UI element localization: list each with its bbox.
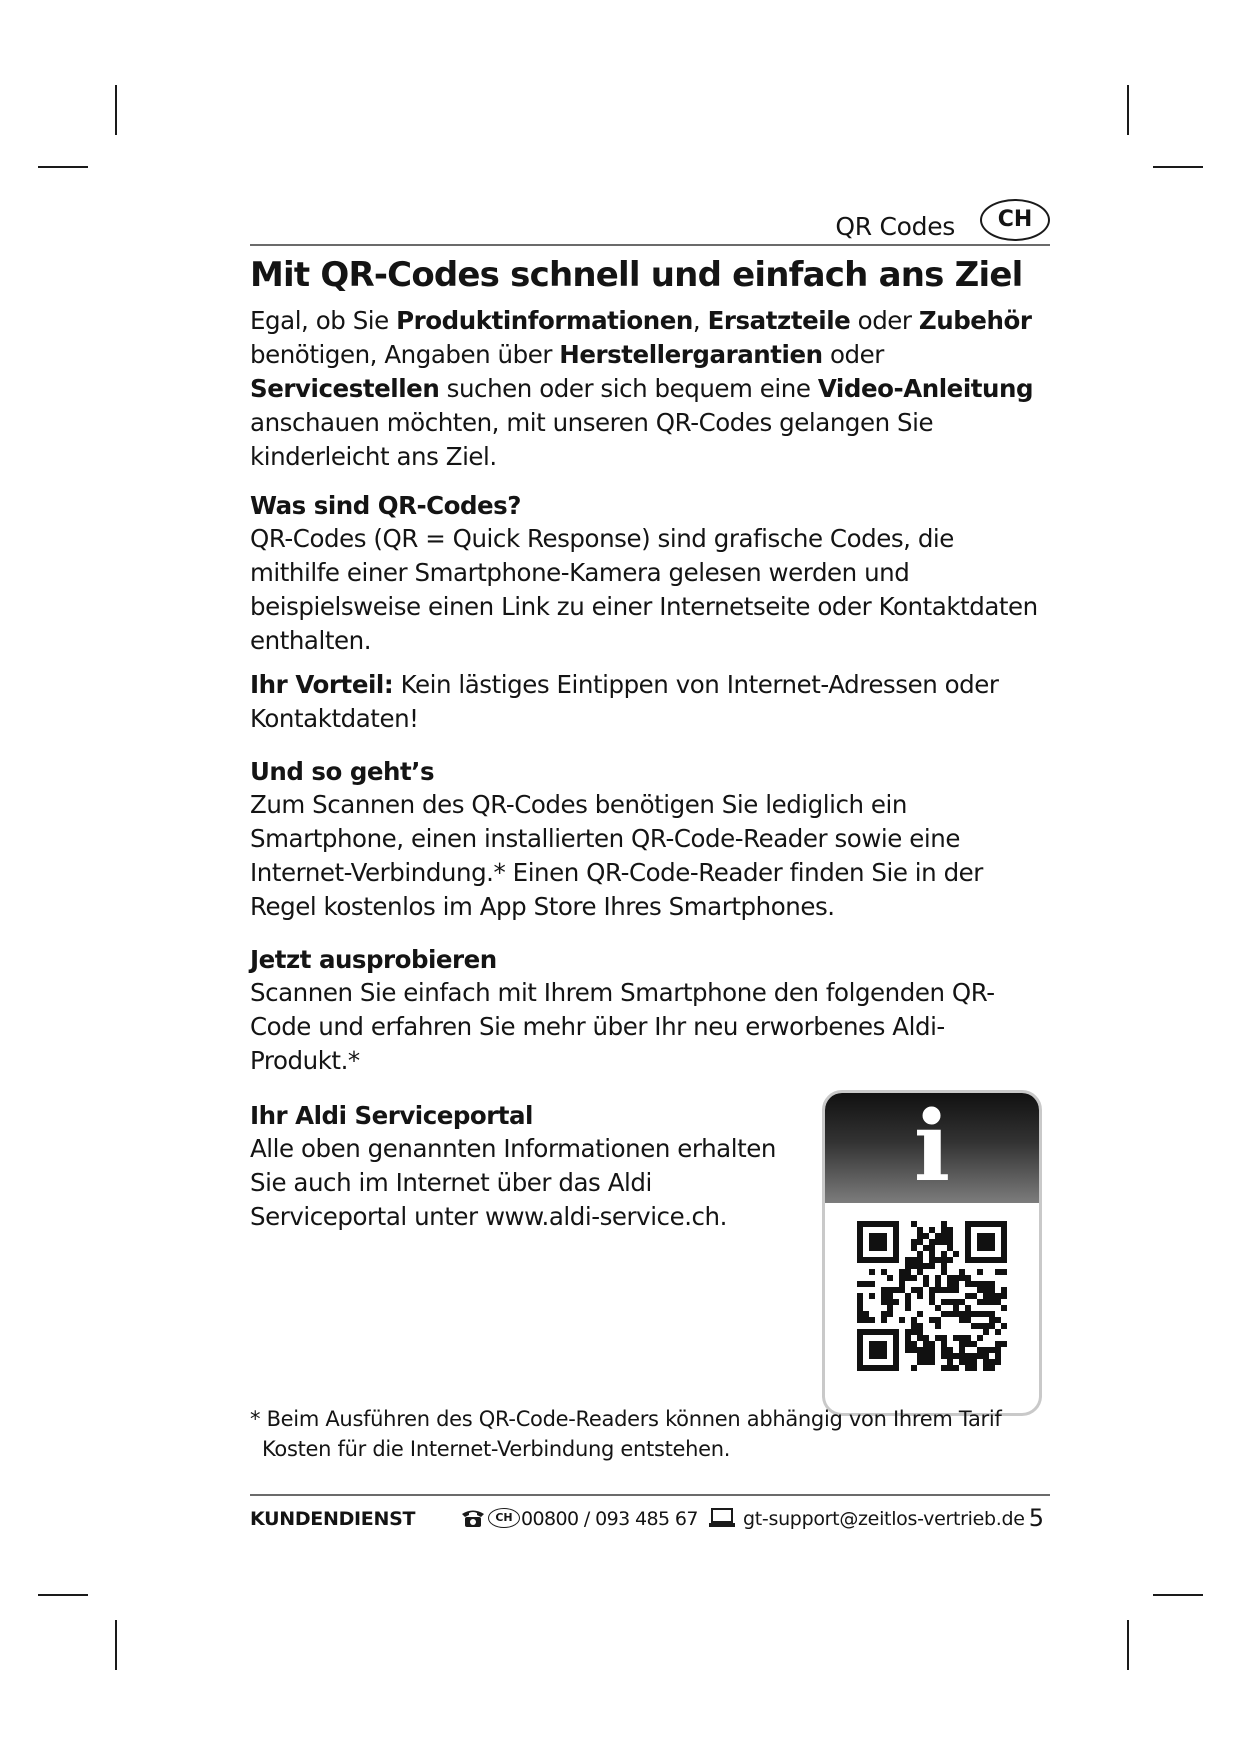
qr-module — [917, 1335, 923, 1341]
qr-module — [905, 1257, 911, 1263]
crop-mark — [115, 1620, 117, 1670]
qr-module — [941, 1311, 947, 1317]
qr-module — [953, 1335, 959, 1341]
qr-module — [905, 1263, 911, 1269]
qr-module — [947, 1359, 953, 1365]
qr-module — [989, 1317, 995, 1323]
qr-module — [959, 1299, 965, 1305]
advantage-note — [250, 668, 1050, 736]
qr-module — [923, 1335, 929, 1341]
qr-module — [953, 1353, 959, 1359]
qr-module — [995, 1299, 1001, 1305]
qr-module — [995, 1317, 1001, 1323]
qr-module — [881, 1317, 887, 1323]
qr-module — [977, 1287, 983, 1293]
intro-text: suchen oder sich bequem eine — [439, 374, 818, 403]
intro-paragraph — [250, 304, 1050, 474]
qr-module — [905, 1335, 911, 1341]
qr-module — [929, 1353, 935, 1359]
section-what-are-qr-codes — [250, 490, 1050, 658]
qr-module — [929, 1257, 935, 1263]
qr-module — [941, 1335, 947, 1341]
qr-module — [905, 1347, 911, 1353]
qr-module — [923, 1233, 929, 1239]
advantage-text: Kein lästiges Eintippen von Internet-Adressen oder Kontaktdaten! — [250, 670, 999, 733]
qr-module — [947, 1245, 953, 1251]
qr-module — [977, 1269, 983, 1275]
intro-keyword: Servicestellen — [250, 374, 440, 403]
qr-module — [971, 1359, 977, 1365]
qr-module — [941, 1365, 947, 1371]
qr-module — [947, 1311, 953, 1317]
qr-module — [941, 1233, 947, 1239]
qr-module — [983, 1293, 989, 1299]
qr-module — [971, 1293, 977, 1299]
qr-module — [977, 1281, 983, 1287]
qr-module — [947, 1347, 953, 1353]
intro-text: oder — [850, 306, 919, 335]
qr-module — [929, 1245, 935, 1251]
intro-keyword: Video-Anleitung — [817, 374, 1034, 403]
info-icon: i — [913, 1090, 951, 1203]
qr-module — [989, 1323, 995, 1329]
qr-module — [971, 1323, 977, 1329]
qr-module — [953, 1299, 959, 1305]
intro-text: benötigen, Angaben über — [250, 340, 560, 369]
qr-module — [911, 1317, 917, 1323]
qr-module — [905, 1329, 911, 1335]
qr-module — [1001, 1269, 1007, 1275]
qr-module — [923, 1263, 929, 1269]
qr-module — [863, 1317, 869, 1323]
qr-module — [923, 1347, 929, 1353]
qr-module — [977, 1311, 983, 1317]
qr-module — [971, 1341, 977, 1347]
qr-module — [947, 1365, 953, 1371]
section-body: QR-Codes (QR = Quick Response) sind grafische Codes, die mithilfe einer Smartphone-Kamera gelesen werden und beispielsweise einen Link zu einer Internetseite oder Kontaktdaten enthalten. — [250, 524, 1038, 655]
qr-module — [911, 1341, 917, 1347]
qr-module — [1001, 1287, 1007, 1293]
qr-code-card[interactable] — [822, 1090, 1042, 1416]
qr-module — [929, 1263, 935, 1269]
qr-module — [911, 1347, 917, 1353]
qr-module — [911, 1287, 917, 1293]
qr-module — [911, 1365, 917, 1371]
qr-module — [917, 1227, 923, 1233]
intro-keyword: Herstellergarantien — [559, 340, 823, 369]
section-heading: Ihr Aldi Serviceportal — [250, 1101, 533, 1130]
page-footer — [250, 1494, 1050, 1540]
laptop-icon — [708, 1508, 736, 1528]
qr-module — [941, 1263, 947, 1269]
qr-module — [893, 1287, 899, 1293]
country-badge: CH — [488, 1508, 520, 1528]
qr-finder-pattern — [977, 1233, 995, 1251]
qr-module — [947, 1233, 953, 1239]
qr-module — [929, 1299, 935, 1305]
qr-module — [953, 1311, 959, 1317]
qr-module — [989, 1311, 995, 1317]
qr-module — [935, 1305, 941, 1311]
qr-module — [947, 1287, 953, 1293]
crop-mark — [1153, 166, 1203, 168]
footnote — [250, 1404, 1050, 1464]
qr-module — [929, 1341, 935, 1347]
qr-module — [881, 1311, 887, 1317]
qr-module — [959, 1341, 965, 1347]
qr-module — [995, 1359, 1001, 1365]
qr-module — [941, 1269, 947, 1275]
qr-code[interactable] — [857, 1221, 1007, 1371]
qr-module — [869, 1281, 875, 1287]
qr-module — [917, 1353, 923, 1359]
qr-module — [965, 1365, 971, 1371]
qr-module — [959, 1359, 965, 1365]
qr-module — [905, 1293, 911, 1299]
qr-module — [941, 1287, 947, 1293]
qr-module — [953, 1275, 959, 1281]
qr-module — [929, 1239, 935, 1245]
qr-module — [965, 1317, 971, 1323]
qr-module — [881, 1299, 887, 1305]
qr-module — [911, 1263, 917, 1269]
section-body: Zum Scannen des QR-Codes benötigen Sie lediglich ein Smartphone, einen installierten QR-Code-Reader sowie eine Internet-Verbindung.* Einen QR-Code-Reader finden Sie in der Regel kostenlos im App Store Ihres Smartphones. — [250, 790, 983, 921]
qr-module — [947, 1353, 953, 1359]
qr-module — [947, 1281, 953, 1287]
qr-module — [965, 1293, 971, 1299]
qr-module — [977, 1299, 983, 1305]
qr-module — [1001, 1341, 1007, 1347]
page-header — [250, 190, 1050, 246]
section-body: Scannen Sie einfach mit Ihrem Smartphone den folgenden QR-Code und erfahren Sie mehr über Ihr neu erworbenes Aldi-Produkt.* — [250, 978, 995, 1075]
qr-module — [857, 1305, 863, 1311]
phone-number[interactable]: 00800 / 093 485 67 — [521, 1508, 698, 1530]
qr-module — [887, 1293, 893, 1299]
qr-module — [887, 1305, 893, 1311]
qr-module — [893, 1299, 899, 1305]
page-content — [250, 190, 1050, 1430]
qr-module — [983, 1311, 989, 1317]
qr-module — [905, 1299, 911, 1305]
qr-module — [941, 1341, 947, 1347]
qr-module — [929, 1359, 935, 1365]
qr-module — [941, 1257, 947, 1263]
qr-module — [995, 1329, 1001, 1335]
qr-module — [911, 1323, 917, 1329]
qr-module — [899, 1281, 905, 1287]
qr-module — [983, 1299, 989, 1305]
qr-module — [959, 1311, 965, 1317]
qr-module — [911, 1329, 917, 1335]
qr-module — [911, 1245, 917, 1251]
qr-module — [995, 1347, 1001, 1353]
qr-module — [941, 1239, 947, 1245]
qr-module — [899, 1317, 905, 1323]
section-label: QR Codes — [835, 212, 955, 241]
qr-module — [923, 1281, 929, 1287]
qr-module — [989, 1365, 995, 1371]
qr-module — [869, 1269, 875, 1275]
qr-module — [1001, 1323, 1007, 1329]
crop-mark — [1153, 1594, 1203, 1596]
qr-module — [989, 1293, 995, 1299]
page-number: 5 — [1028, 1504, 1044, 1532]
intro-text: anschauen möchten, mit unseren QR-Codes gelangen Sie kinderleicht ans Ziel. — [250, 408, 934, 471]
qr-module — [923, 1275, 929, 1281]
qr-module — [911, 1275, 917, 1281]
section-service-portal — [250, 1090, 1050, 1430]
qr-module — [959, 1335, 965, 1341]
crop-mark — [115, 85, 117, 135]
intro-keyword: Zubehör — [918, 306, 1032, 335]
info-banner — [825, 1090, 1039, 1203]
qr-module — [947, 1239, 953, 1245]
qr-module — [971, 1365, 977, 1371]
qr-module — [935, 1317, 941, 1323]
qr-module — [935, 1239, 941, 1245]
qr-module — [917, 1329, 923, 1335]
qr-module — [965, 1275, 971, 1281]
section-heading: Was sind QR-Codes? — [250, 491, 521, 520]
footer-label: KUNDENDIENST — [250, 1508, 416, 1530]
qr-module — [929, 1347, 935, 1353]
qr-module — [965, 1311, 971, 1317]
qr-module — [995, 1341, 1001, 1347]
qr-module — [929, 1317, 935, 1323]
qr-module — [863, 1311, 869, 1317]
qr-module — [929, 1251, 935, 1257]
section-heading: Und so geht’s — [250, 757, 435, 786]
section-try-it — [250, 944, 1050, 1078]
qr-module — [947, 1257, 953, 1263]
qr-module — [965, 1305, 971, 1311]
qr-module — [959, 1347, 965, 1353]
qr-module — [965, 1335, 971, 1341]
qr-module — [935, 1275, 941, 1281]
qr-module — [917, 1293, 923, 1299]
qr-module — [941, 1227, 947, 1233]
qr-module — [857, 1311, 863, 1317]
intro-text: , — [692, 306, 708, 335]
qr-module — [857, 1317, 863, 1323]
section-heading: Jetzt ausprobieren — [250, 945, 497, 974]
page-title: Mit QR-Codes schnell und einfach ans Ziel — [250, 255, 1023, 295]
qr-module — [935, 1233, 941, 1239]
qr-module — [947, 1299, 953, 1305]
qr-module — [989, 1299, 995, 1305]
qr-module — [977, 1347, 983, 1353]
qr-module — [917, 1359, 923, 1365]
qr-module — [989, 1287, 995, 1293]
qr-module — [917, 1251, 923, 1257]
qr-module — [1001, 1305, 1007, 1311]
qr-module — [905, 1305, 911, 1311]
qr-module — [965, 1281, 971, 1287]
intro-text: Egal, ob Sie — [250, 306, 397, 335]
qr-module — [857, 1293, 863, 1299]
section-body: Alle oben genannten Informationen erhalten Sie auch im Internet über das Aldi Serviceportal unter www.aldi-service.ch. — [250, 1134, 776, 1231]
qr-module — [917, 1269, 923, 1275]
intro-text: oder — [822, 340, 884, 369]
qr-module — [983, 1323, 989, 1329]
qr-module — [917, 1263, 923, 1269]
qr-module — [911, 1239, 917, 1245]
qr-module — [881, 1293, 887, 1299]
qr-module — [935, 1257, 941, 1263]
qr-module — [863, 1281, 869, 1287]
qr-module — [917, 1239, 923, 1245]
qr-module — [983, 1347, 989, 1353]
crop-mark — [1127, 1620, 1129, 1670]
qr-finder-pattern — [869, 1233, 887, 1251]
qr-module — [947, 1227, 953, 1233]
qr-module — [899, 1275, 905, 1281]
qr-module — [917, 1257, 923, 1263]
qr-module — [917, 1347, 923, 1353]
qr-module — [971, 1281, 977, 1287]
qr-module — [941, 1353, 947, 1359]
qr-module — [983, 1329, 989, 1335]
qr-module — [971, 1353, 977, 1359]
qr-module — [977, 1335, 983, 1341]
qr-module — [953, 1365, 959, 1371]
crop-mark — [38, 1594, 88, 1596]
qr-module — [953, 1305, 959, 1311]
qr-module — [923, 1353, 929, 1359]
qr-finder-pattern — [869, 1341, 887, 1359]
qr-module — [995, 1269, 1001, 1275]
qr-module — [857, 1281, 863, 1287]
qr-module — [989, 1347, 995, 1353]
advantage-label: Ihr Vorteil: — [250, 670, 394, 699]
qr-module — [935, 1281, 941, 1287]
qr-module — [917, 1287, 923, 1293]
qr-module — [941, 1347, 947, 1353]
qr-module — [929, 1293, 935, 1299]
qr-module — [953, 1287, 959, 1293]
crop-mark — [38, 166, 88, 168]
qr-module — [953, 1281, 959, 1287]
qr-module — [995, 1353, 1001, 1359]
qr-module — [923, 1341, 929, 1347]
qr-module — [917, 1233, 923, 1239]
qr-module — [923, 1245, 929, 1251]
qr-module — [983, 1281, 989, 1287]
crop-mark — [1127, 85, 1129, 135]
qr-module — [941, 1221, 947, 1227]
qr-module — [887, 1275, 893, 1281]
qr-module — [1001, 1293, 1007, 1299]
qr-module — [911, 1257, 917, 1263]
qr-module — [959, 1275, 965, 1281]
qr-module — [965, 1359, 971, 1365]
qr-module — [929, 1227, 935, 1233]
qr-module — [899, 1287, 905, 1293]
qr-module — [869, 1293, 875, 1299]
section-how-to — [250, 756, 1050, 924]
qr-module — [905, 1275, 911, 1281]
qr-module — [857, 1299, 863, 1305]
qr-module — [983, 1353, 989, 1359]
qr-module — [905, 1269, 911, 1275]
qr-module — [917, 1323, 923, 1329]
qr-module — [881, 1287, 887, 1293]
qr-module — [947, 1275, 953, 1281]
qr-module — [935, 1287, 941, 1293]
qr-module — [965, 1341, 971, 1347]
qr-module — [995, 1293, 1001, 1299]
intro-keyword: Produktinformationen — [396, 306, 693, 335]
qr-module — [881, 1269, 887, 1275]
qr-module — [965, 1353, 971, 1359]
qr-module — [983, 1359, 989, 1365]
qr-module — [905, 1341, 911, 1347]
qr-module — [869, 1317, 875, 1323]
telephone-icon — [460, 1508, 486, 1528]
qr-module — [911, 1221, 917, 1227]
qr-module — [989, 1281, 995, 1287]
qr-module — [959, 1353, 965, 1359]
qr-module — [935, 1323, 941, 1329]
qr-module — [983, 1365, 989, 1371]
qr-module — [917, 1311, 923, 1317]
qr-module — [887, 1311, 893, 1317]
intro-keyword: Ersatzteile — [707, 306, 851, 335]
qr-module — [989, 1359, 995, 1365]
footnote-line: * Beim Ausführen des QR-Code-Readers können abhängig von Ihrem Tarif — [250, 1407, 1002, 1431]
qr-module — [977, 1353, 983, 1359]
support-email-link[interactable]: gt-support@zeitlos-vertrieb.de — [743, 1508, 1025, 1530]
footnote-line: Kosten für die Internet-Verbindung entstehen. — [262, 1437, 731, 1461]
qr-module — [959, 1317, 965, 1323]
qr-module — [935, 1335, 941, 1341]
qr-module — [941, 1251, 947, 1257]
country-badge: CH — [980, 199, 1050, 241]
qr-module — [929, 1287, 935, 1293]
qr-module — [899, 1269, 905, 1275]
qr-module — [959, 1269, 965, 1275]
qr-module — [887, 1299, 893, 1305]
qr-module — [941, 1299, 947, 1305]
qr-module — [953, 1251, 959, 1257]
qr-module — [977, 1323, 983, 1329]
qr-module — [887, 1287, 893, 1293]
qr-module — [923, 1359, 929, 1365]
qr-module — [983, 1287, 989, 1293]
qr-module — [971, 1311, 977, 1317]
